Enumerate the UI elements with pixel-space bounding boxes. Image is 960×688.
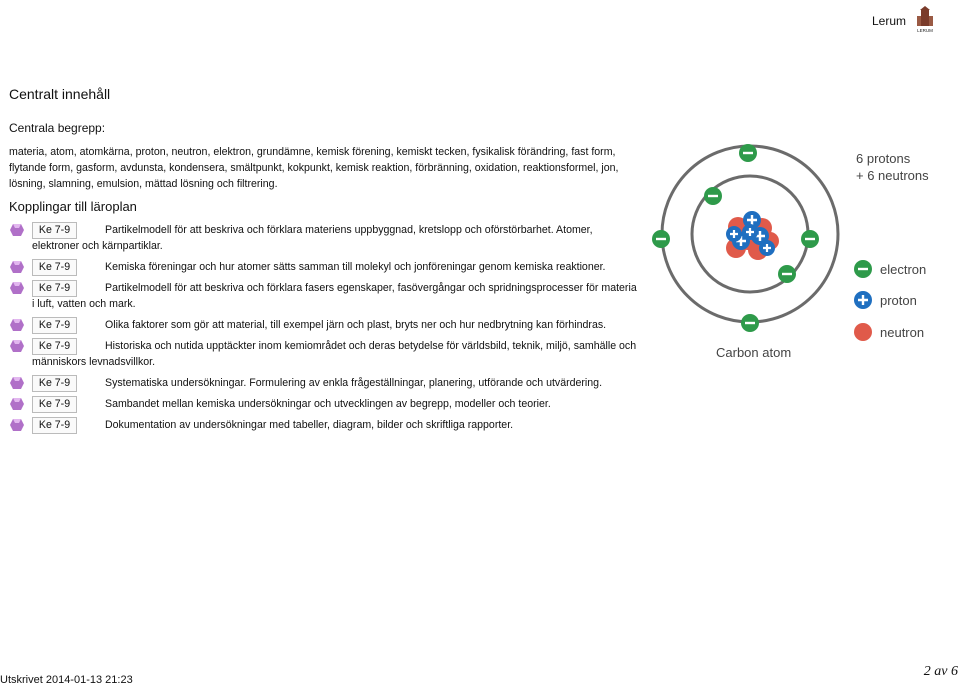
- gem-bullet-icon: [9, 223, 25, 237]
- goal-text: Historiska och nutida upptäckter inom kemiområdet och deras betydelse för världsbild, teknik, miljö, samhälle och människors levnadsvillkor.: [32, 340, 637, 368]
- goal-code[interactable]: Ke 7-9: [32, 375, 77, 392]
- gem-bullet-icon: [9, 397, 25, 411]
- electron-icon: [801, 230, 819, 248]
- atom-caption: Carbon atom: [716, 345, 792, 360]
- goal-code[interactable]: Ke 7-9: [32, 259, 77, 276]
- legend-proton: proton: [880, 293, 917, 308]
- goal-code[interactable]: Ke 7-9: [32, 317, 77, 334]
- goal-code[interactable]: Ke 7-9: [32, 280, 77, 297]
- legend-proton-icon: [854, 291, 872, 309]
- electron-icon: [741, 314, 759, 332]
- carbon-atom-diagram: [646, 138, 942, 368]
- concepts-text: materia, atom, atomkärna, proton, neutron, elektron, grundämne, kemisk förening, kemiskt tecken, fysikalisk förändring, fast form, flytande form, gasform, avdunsta, kondensera, smältpunkt, kokpunkt, kemisk reaktion, förbränning, oxidation, reaktionsformel, jon, lösning, slamning, emulsion, mättad lösning och filtrering.: [9, 146, 619, 190]
- concepts-heading: Centrala begrepp:: [9, 121, 106, 135]
- brand-name: Lerum: [871, 14, 906, 28]
- gem-bullet-icon: [9, 281, 25, 295]
- electron-icon: [704, 187, 722, 205]
- protons-label: 6 protons: [856, 151, 911, 166]
- lerum-logo-icon: [914, 6, 936, 36]
- gem-bullet-icon: [9, 339, 25, 353]
- goal-text: Systematiska undersökningar. Formulering av enkla frågeställningar, planering, utförande och utvärdering.: [105, 377, 603, 389]
- gem-bullet-icon: [9, 418, 25, 432]
- gem-bullet-icon: [9, 376, 25, 390]
- goal-item: [9, 259, 637, 275]
- links-heading: Kopplingar till läroplan: [9, 199, 137, 214]
- goal-text: Sambandet mellan kemiska undersökningar och utvecklingen av begrepp, modeller och teorier.: [105, 398, 551, 410]
- electron-icon: [739, 144, 757, 162]
- goal-item: [9, 317, 637, 333]
- goal-item: [9, 396, 637, 412]
- goal-item: [9, 222, 637, 254]
- section-title: Centralt innehåll: [9, 86, 111, 102]
- electron-icon: [778, 265, 796, 283]
- goal-text: Olika faktorer som gör att material, till exempel järn och plast, bryts ner och hur nedbrytning kan förhindras.: [105, 319, 607, 331]
- goal-text: Kemiska föreningar och hur atomer sätts samman till molekyl och jonföreningar genom kemiska reaktioner.: [105, 261, 606, 273]
- printed-timestamp: Utskrivet 2014-01-13 21:23: [0, 674, 133, 686]
- proton-icon: [759, 240, 775, 256]
- legend-neutron: neutron: [880, 325, 925, 340]
- proton-icon: [726, 226, 742, 242]
- goal-item: [9, 417, 637, 433]
- proton-icon: [742, 224, 758, 240]
- header-brand: [872, 6, 936, 36]
- electron-icon: [652, 230, 670, 248]
- legend-electron-icon: [854, 260, 872, 278]
- goal-text: Dokumentation av undersökningar med tabeller, diagram, bilder och skriftliga rapporter.: [105, 419, 514, 431]
- logo-text: LERUM: [917, 28, 933, 33]
- nucleus: [726, 211, 779, 260]
- goal-item: [9, 375, 637, 391]
- gem-bullet-icon: [9, 318, 25, 332]
- gem-bullet-icon: [9, 260, 25, 274]
- goal-item: [9, 280, 637, 312]
- goal-text: Partikelmodell för att beskriva och förklara fasers egenskaper, fasövergångar och spridningsprocesser för materia i luft, vatten och mark.: [32, 282, 637, 310]
- goal-code[interactable]: Ke 7-9: [32, 396, 77, 413]
- goal-code[interactable]: Ke 7-9: [32, 338, 77, 355]
- legend-neutron-icon: [854, 323, 872, 341]
- goal-code[interactable]: Ke 7-9: [32, 222, 77, 239]
- goals-list: [9, 222, 637, 438]
- goal-text: Partikelmodell för att beskriva och förklara materiens uppbyggnad, kretslopp och oförstörbarhet. Atomer, elektroner och kärnpartiklar.: [32, 224, 593, 252]
- page-number: 2 av 6: [923, 664, 958, 679]
- neutrons-label: + 6 neutrons: [856, 168, 929, 183]
- goal-code[interactable]: Ke 7-9: [32, 417, 77, 434]
- goal-item: [9, 338, 637, 370]
- legend-electron: electron: [880, 262, 927, 277]
